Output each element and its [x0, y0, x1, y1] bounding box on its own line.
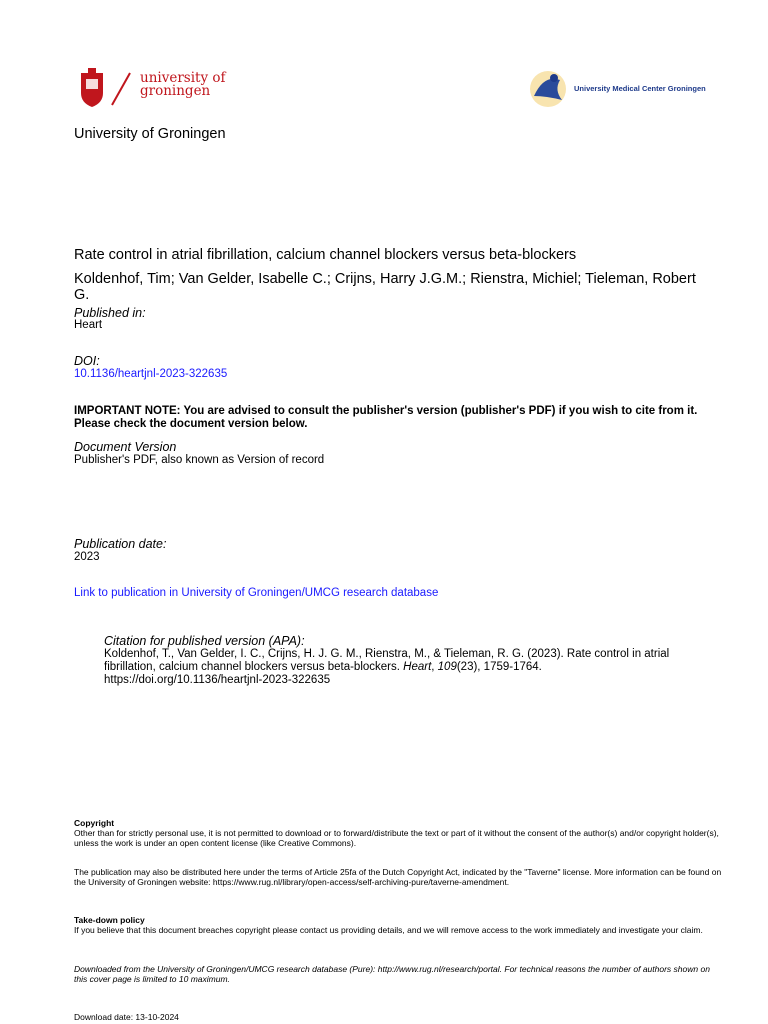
- takedown-block: [74, 915, 724, 935]
- doi-label: DOI:: [74, 354, 100, 368]
- rug-logo-line2: groningen: [140, 83, 211, 99]
- database-link[interactable]: Link to publication in University of Groningen/UMCG research database: [74, 587, 439, 599]
- citation-volume: 109: [437, 661, 457, 673]
- copyright-text1: Other than for strictly personal use, it is not permitted to download or to forward/distribute the text or part of it without the consent of the author(s) and/or copyright holder(s), unless the work is under an open content license (like Creative Commons).: [74, 828, 719, 848]
- citation-text: [104, 648, 724, 687]
- citation-journal: Heart: [403, 661, 432, 673]
- downloaded-from: Downloaded from the University of Groningen/UMCG research database (Pure): http://www.rug.nl/research/portal. For technical reasons the number of authors shown on this cover page is limited to 10 maximum.: [74, 964, 710, 984]
- publication-date-label: Publication date:: [74, 537, 167, 551]
- citation-part1: Koldenhof, T., Van Gelder, I. C., Crijns, H. J. G. M., Rienstra, M., & Tieleman, R. G. (2023). Rate control in atrial fibrillation, calcium channel blockers versus beta-blockers.: [104, 648, 670, 673]
- umcg-logo-text: University Medical Center Groningen: [574, 84, 706, 93]
- takedown-text: If you believe that this document breaches copyright please contact us providing details, and we will remove access to the work immediately and investigate your claim.: [74, 925, 703, 935]
- download-date: Download date: 13-10-2024: [74, 1012, 179, 1022]
- takedown-heading: Take-down policy: [74, 915, 145, 925]
- citation-rest: (23), 1759-1764.: [456, 661, 542, 673]
- citation-doi-url: https://doi.org/10.1136/heartjnl-2023-322635: [104, 674, 331, 686]
- umcg-logo: [526, 66, 570, 112]
- published-in-value: Heart: [74, 319, 103, 331]
- copyright-block: [74, 818, 724, 848]
- citation-label: Citation for published version (APA):: [104, 634, 305, 648]
- doi-link[interactable]: 10.1136/heartjnl-2023-322635: [74, 368, 228, 380]
- paper-title: Rate control in atrial fibrillation, calcium channel blockers versus beta-blockers: [74, 247, 577, 263]
- document-version-label: Document Version: [74, 440, 177, 454]
- copyright-heading: Copyright: [74, 818, 115, 828]
- paper-authors: Koldenhof, Tim; Van Gelder, Isabelle C.; Crijns, Harry J.G.M.; Rienstra, Michiel; Tieleman, Robert G.: [74, 271, 696, 303]
- copyright-text2: The publication may also be distributed here under the terms of Article 25fa of the Dutch Copyright Act, indicated by the "Taverne" license. More information can be found on the University of Groningen website: https://www.rug.nl/library/open-access/self-archiving-pure/taverne-amendment.: [74, 867, 722, 887]
- publication-date-value: 2023: [74, 551, 100, 563]
- published-in-label: Published in:: [74, 306, 146, 320]
- institution-name: University of Groningen: [74, 126, 226, 142]
- document-version-value: Publisher's PDF, also known as Version of record: [74, 454, 325, 466]
- citation-sep: ,: [431, 661, 438, 673]
- important-note: IMPORTANT NOTE: You are advised to consult the publisher's version (publisher's PDF) if you wish to cite from it. Please check the document version below.: [74, 405, 698, 430]
- rug-logo-line1: university of: [140, 70, 226, 86]
- rug-logo-text: [140, 72, 226, 98]
